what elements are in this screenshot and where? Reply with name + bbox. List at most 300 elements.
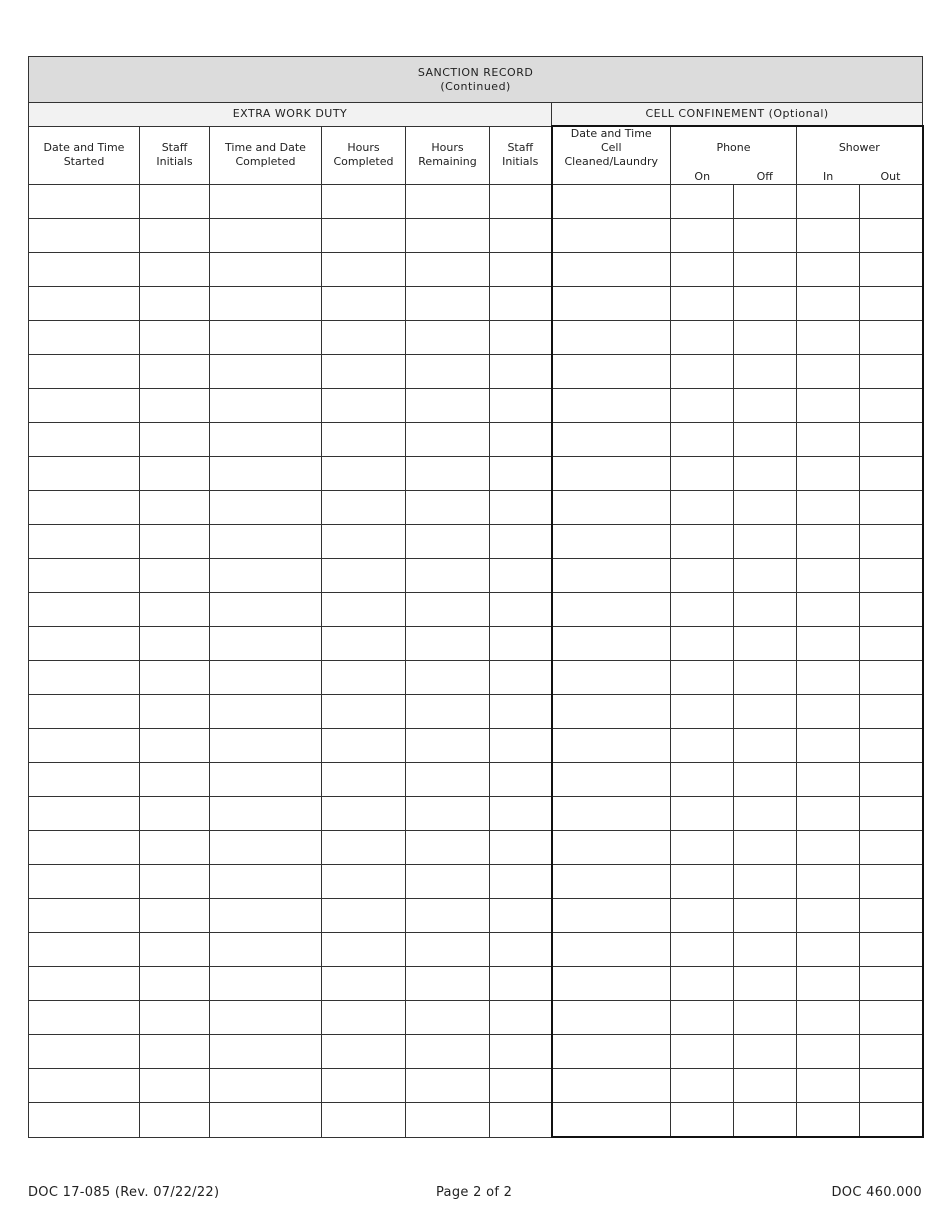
entry-cell[interactable] [490,389,552,423]
entry-cell[interactable] [552,491,671,525]
entry-cell[interactable] [490,219,552,253]
entry-cell[interactable] [860,865,923,899]
entry-cell[interactable] [797,763,860,797]
entry-cell[interactable] [406,899,490,933]
entry-cell[interactable] [406,865,490,899]
entry-cell[interactable] [406,219,490,253]
entry-cell[interactable] [552,831,671,865]
entry-cell[interactable] [860,1035,923,1069]
entry-cell[interactable] [210,1103,322,1138]
entry-cell[interactable] [322,967,406,1001]
entry-cell[interactable] [797,457,860,491]
entry-cell[interactable] [406,389,490,423]
entry-cell[interactable] [406,831,490,865]
entry-cell[interactable] [322,559,406,593]
entry-cell[interactable] [322,593,406,627]
entry-cell[interactable] [210,695,322,729]
entry-cell[interactable] [140,967,210,1001]
entry-cell[interactable] [797,1001,860,1035]
entry-cell[interactable] [671,1069,734,1103]
entry-cell[interactable] [552,1001,671,1035]
entry-cell[interactable] [552,253,671,287]
entry-cell[interactable] [671,219,734,253]
entry-cell[interactable] [671,491,734,525]
entry-cell[interactable] [860,525,923,559]
entry-cell[interactable] [490,355,552,389]
entry-cell[interactable] [552,695,671,729]
entry-cell[interactable] [210,729,322,763]
entry-cell[interactable] [797,933,860,967]
entry-cell[interactable] [140,899,210,933]
entry-cell[interactable] [29,423,140,457]
entry-cell[interactable] [210,933,322,967]
entry-cell[interactable] [671,627,734,661]
entry-cell[interactable] [552,219,671,253]
entry-cell[interactable] [552,559,671,593]
entry-cell[interactable] [671,287,734,321]
entry-cell[interactable] [860,1001,923,1035]
entry-cell[interactable] [797,559,860,593]
entry-cell[interactable] [406,1103,490,1138]
entry-cell[interactable] [671,185,734,219]
entry-cell[interactable] [29,185,140,219]
entry-cell[interactable] [490,967,552,1001]
entry-cell[interactable] [734,831,797,865]
entry-cell[interactable] [797,185,860,219]
entry-cell[interactable] [490,253,552,287]
entry-cell[interactable] [860,219,923,253]
entry-cell[interactable] [322,355,406,389]
entry-cell[interactable] [797,627,860,661]
entry-cell[interactable] [797,287,860,321]
entry-cell[interactable] [671,1001,734,1035]
entry-cell[interactable] [797,899,860,933]
entry-cell[interactable] [860,287,923,321]
entry-cell[interactable] [552,1103,671,1138]
entry-cell[interactable] [734,559,797,593]
entry-cell[interactable] [671,899,734,933]
entry-cell[interactable] [490,287,552,321]
entry-cell[interactable] [140,933,210,967]
entry-cell[interactable] [734,899,797,933]
entry-cell[interactable] [552,389,671,423]
entry-cell[interactable] [671,389,734,423]
entry-cell[interactable] [671,797,734,831]
entry-cell[interactable] [322,423,406,457]
entry-cell[interactable] [322,627,406,661]
entry-cell[interactable] [734,695,797,729]
entry-cell[interactable] [860,491,923,525]
entry-cell[interactable] [406,1001,490,1035]
entry-cell[interactable] [140,763,210,797]
entry-cell[interactable] [29,797,140,831]
entry-cell[interactable] [140,1001,210,1035]
entry-cell[interactable] [406,253,490,287]
entry-cell[interactable] [797,355,860,389]
entry-cell[interactable] [797,525,860,559]
entry-cell[interactable] [140,1069,210,1103]
entry-cell[interactable] [210,219,322,253]
entry-cell[interactable] [552,865,671,899]
entry-cell[interactable] [860,1103,923,1138]
entry-cell[interactable] [671,1103,734,1138]
entry-cell[interactable] [140,695,210,729]
entry-cell[interactable] [29,1069,140,1103]
entry-cell[interactable] [406,797,490,831]
entry-cell[interactable] [29,933,140,967]
entry-cell[interactable] [552,287,671,321]
entry-cell[interactable] [552,899,671,933]
entry-cell[interactable] [210,627,322,661]
entry-cell[interactable] [860,185,923,219]
entry-cell[interactable] [860,695,923,729]
entry-cell[interactable] [860,763,923,797]
entry-cell[interactable] [860,661,923,695]
entry-cell[interactable] [29,695,140,729]
entry-cell[interactable] [406,1035,490,1069]
entry-cell[interactable] [797,1035,860,1069]
entry-cell[interactable] [29,1103,140,1138]
entry-cell[interactable] [406,1069,490,1103]
entry-cell[interactable] [671,457,734,491]
entry-cell[interactable] [322,1103,406,1138]
entry-cell[interactable] [671,321,734,355]
entry-cell[interactable] [406,593,490,627]
entry-cell[interactable] [406,423,490,457]
entry-cell[interactable] [490,661,552,695]
entry-cell[interactable] [797,831,860,865]
entry-cell[interactable] [140,423,210,457]
entry-cell[interactable] [860,627,923,661]
entry-cell[interactable] [734,797,797,831]
entry-cell[interactable] [140,185,210,219]
entry-cell[interactable] [29,355,140,389]
entry-cell[interactable] [671,661,734,695]
entry-cell[interactable] [140,729,210,763]
entry-cell[interactable] [734,933,797,967]
entry-cell[interactable] [322,695,406,729]
entry-cell[interactable] [671,729,734,763]
entry-cell[interactable] [860,253,923,287]
entry-cell[interactable] [797,1103,860,1138]
entry-cell[interactable] [322,763,406,797]
entry-cell[interactable] [490,899,552,933]
entry-cell[interactable] [860,559,923,593]
entry-cell[interactable] [860,355,923,389]
entry-cell[interactable] [322,525,406,559]
entry-cell[interactable] [140,457,210,491]
entry-cell[interactable] [29,899,140,933]
entry-cell[interactable] [734,185,797,219]
entry-cell[interactable] [322,661,406,695]
entry-cell[interactable] [210,423,322,457]
entry-cell[interactable] [140,287,210,321]
entry-cell[interactable] [490,933,552,967]
entry-cell[interactable] [406,661,490,695]
entry-cell[interactable] [210,525,322,559]
entry-cell[interactable] [734,1103,797,1138]
entry-cell[interactable] [860,899,923,933]
entry-cell[interactable] [552,185,671,219]
entry-cell[interactable] [322,729,406,763]
entry-cell[interactable] [490,185,552,219]
entry-cell[interactable] [552,1035,671,1069]
entry-cell[interactable] [490,1103,552,1138]
entry-cell[interactable] [210,287,322,321]
entry-cell[interactable] [797,967,860,1001]
entry-cell[interactable] [860,831,923,865]
entry-cell[interactable] [671,865,734,899]
entry-cell[interactable] [860,457,923,491]
entry-cell[interactable] [29,831,140,865]
entry-cell[interactable] [860,593,923,627]
entry-cell[interactable] [490,797,552,831]
entry-cell[interactable] [490,865,552,899]
entry-cell[interactable] [671,763,734,797]
entry-cell[interactable] [406,287,490,321]
entry-cell[interactable] [734,321,797,355]
entry-cell[interactable] [860,1069,923,1103]
entry-cell[interactable] [140,525,210,559]
entry-cell[interactable] [406,967,490,1001]
entry-cell[interactable] [797,797,860,831]
entry-cell[interactable] [734,525,797,559]
entry-cell[interactable] [552,321,671,355]
entry-cell[interactable] [406,695,490,729]
entry-cell[interactable] [140,831,210,865]
entry-cell[interactable] [734,287,797,321]
entry-cell[interactable] [322,253,406,287]
entry-cell[interactable] [734,627,797,661]
entry-cell[interactable] [210,865,322,899]
entry-cell[interactable] [322,933,406,967]
entry-cell[interactable] [860,933,923,967]
entry-cell[interactable] [734,1069,797,1103]
entry-cell[interactable] [29,661,140,695]
entry-cell[interactable] [140,865,210,899]
entry-cell[interactable] [210,797,322,831]
entry-cell[interactable] [734,253,797,287]
entry-cell[interactable] [552,593,671,627]
entry-cell[interactable] [140,593,210,627]
entry-cell[interactable] [29,525,140,559]
entry-cell[interactable] [140,559,210,593]
entry-cell[interactable] [490,695,552,729]
entry-cell[interactable] [322,831,406,865]
entry-cell[interactable] [734,355,797,389]
entry-cell[interactable] [210,355,322,389]
entry-cell[interactable] [552,797,671,831]
entry-cell[interactable] [322,899,406,933]
entry-cell[interactable] [322,1069,406,1103]
entry-cell[interactable] [552,627,671,661]
entry-cell[interactable] [140,661,210,695]
entry-cell[interactable] [322,457,406,491]
entry-cell[interactable] [322,797,406,831]
entry-cell[interactable] [140,321,210,355]
entry-cell[interactable] [322,219,406,253]
entry-cell[interactable] [860,797,923,831]
entry-cell[interactable] [671,695,734,729]
entry-cell[interactable] [490,1069,552,1103]
entry-cell[interactable] [734,389,797,423]
entry-cell[interactable] [29,763,140,797]
entry-cell[interactable] [734,491,797,525]
entry-cell[interactable] [490,457,552,491]
entry-cell[interactable] [552,423,671,457]
entry-cell[interactable] [552,933,671,967]
entry-cell[interactable] [406,933,490,967]
entry-cell[interactable] [322,185,406,219]
entry-cell[interactable] [406,559,490,593]
entry-cell[interactable] [406,729,490,763]
entry-cell[interactable] [140,491,210,525]
entry-cell[interactable] [860,423,923,457]
entry-cell[interactable] [406,491,490,525]
entry-cell[interactable] [210,593,322,627]
entry-cell[interactable] [860,389,923,423]
entry-cell[interactable] [797,865,860,899]
entry-cell[interactable] [210,1035,322,1069]
entry-cell[interactable] [552,729,671,763]
entry-cell[interactable] [406,627,490,661]
entry-cell[interactable] [797,389,860,423]
entry-cell[interactable] [797,1069,860,1103]
entry-cell[interactable] [29,967,140,1001]
entry-cell[interactable] [490,1035,552,1069]
entry-cell[interactable] [734,967,797,1001]
entry-cell[interactable] [797,729,860,763]
entry-cell[interactable] [490,491,552,525]
entry-cell[interactable] [671,831,734,865]
entry-cell[interactable] [860,321,923,355]
entry-cell[interactable] [210,253,322,287]
entry-cell[interactable] [734,457,797,491]
entry-cell[interactable] [210,763,322,797]
entry-cell[interactable] [552,355,671,389]
entry-cell[interactable] [671,423,734,457]
entry-cell[interactable] [797,219,860,253]
entry-cell[interactable] [734,219,797,253]
entry-cell[interactable] [406,355,490,389]
entry-cell[interactable] [29,1035,140,1069]
entry-cell[interactable] [552,967,671,1001]
entry-cell[interactable] [322,1001,406,1035]
entry-cell[interactable] [490,321,552,355]
entry-cell[interactable] [322,491,406,525]
entry-cell[interactable] [210,1001,322,1035]
entry-cell[interactable] [490,559,552,593]
entry-cell[interactable] [140,627,210,661]
entry-cell[interactable] [29,491,140,525]
entry-cell[interactable] [322,389,406,423]
entry-cell[interactable] [140,1103,210,1138]
entry-cell[interactable] [210,899,322,933]
entry-cell[interactable] [552,763,671,797]
entry-cell[interactable] [490,423,552,457]
entry-cell[interactable] [490,627,552,661]
entry-cell[interactable] [29,1001,140,1035]
entry-cell[interactable] [29,389,140,423]
entry-cell[interactable] [29,627,140,661]
entry-cell[interactable] [797,593,860,627]
entry-cell[interactable] [29,253,140,287]
entry-cell[interactable] [210,559,322,593]
entry-cell[interactable] [552,1069,671,1103]
entry-cell[interactable] [140,389,210,423]
entry-cell[interactable] [797,321,860,355]
entry-cell[interactable] [671,593,734,627]
entry-cell[interactable] [671,355,734,389]
entry-cell[interactable] [322,1035,406,1069]
entry-cell[interactable] [671,559,734,593]
entry-cell[interactable] [140,253,210,287]
entry-cell[interactable] [671,525,734,559]
entry-cell[interactable] [490,831,552,865]
entry-cell[interactable] [734,865,797,899]
entry-cell[interactable] [29,559,140,593]
entry-cell[interactable] [552,661,671,695]
entry-cell[interactable] [210,491,322,525]
entry-cell[interactable] [406,525,490,559]
entry-cell[interactable] [210,389,322,423]
entry-cell[interactable] [490,729,552,763]
entry-cell[interactable] [490,763,552,797]
entry-cell[interactable] [29,219,140,253]
entry-cell[interactable] [490,593,552,627]
entry-cell[interactable] [29,593,140,627]
entry-cell[interactable] [406,763,490,797]
entry-cell[interactable] [29,287,140,321]
entry-cell[interactable] [210,831,322,865]
entry-cell[interactable] [322,321,406,355]
entry-cell[interactable] [140,355,210,389]
entry-cell[interactable] [797,661,860,695]
entry-cell[interactable] [860,967,923,1001]
entry-cell[interactable] [210,457,322,491]
entry-cell[interactable] [406,321,490,355]
entry-cell[interactable] [322,287,406,321]
entry-cell[interactable] [671,933,734,967]
entry-cell[interactable] [734,593,797,627]
entry-cell[interactable] [734,661,797,695]
entry-cell[interactable] [29,321,140,355]
entry-cell[interactable] [210,185,322,219]
entry-cell[interactable] [29,865,140,899]
entry-cell[interactable] [797,253,860,287]
entry-cell[interactable] [322,865,406,899]
entry-cell[interactable] [797,423,860,457]
entry-cell[interactable] [490,525,552,559]
entry-cell[interactable] [29,457,140,491]
entry-cell[interactable] [210,661,322,695]
entry-cell[interactable] [490,1001,552,1035]
entry-cell[interactable] [734,763,797,797]
entry-cell[interactable] [140,219,210,253]
entry-cell[interactable] [797,695,860,729]
entry-cell[interactable] [210,321,322,355]
entry-cell[interactable] [734,1035,797,1069]
entry-cell[interactable] [406,185,490,219]
entry-cell[interactable] [671,253,734,287]
entry-cell[interactable] [734,1001,797,1035]
entry-cell[interactable] [860,729,923,763]
entry-cell[interactable] [140,1035,210,1069]
entry-cell[interactable] [29,729,140,763]
entry-cell[interactable] [406,457,490,491]
entry-cell[interactable] [797,491,860,525]
entry-cell[interactable] [552,457,671,491]
